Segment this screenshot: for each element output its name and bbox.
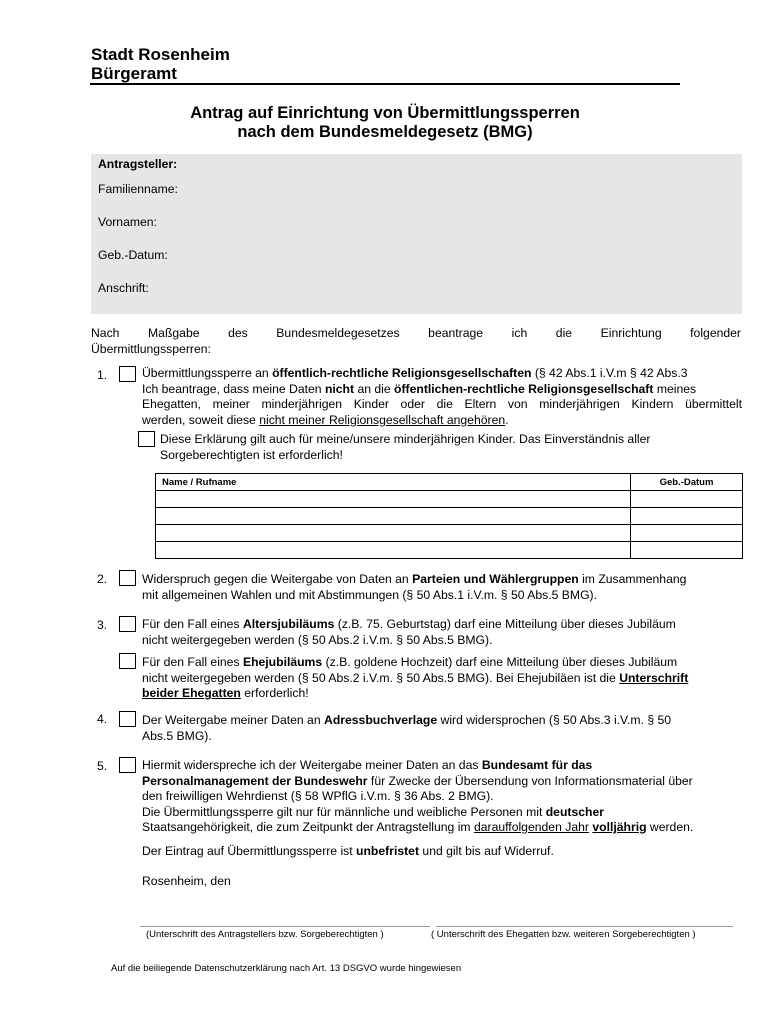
date-cell[interactable] — [631, 542, 743, 559]
item-4-checkbox[interactable] — [119, 711, 136, 727]
intro-word: Einrichtung — [600, 326, 662, 340]
date-cell[interactable] — [631, 491, 743, 508]
item-5-text: Hiermit widerspreche ich der Weitergabe meiner Daten an das Bundesamt für das Personalmanagement der Bundeswehr für Zwecke der Übersendung von Informationsmaterial über den freiwilligen Wehrdienst (§ 58 WPflG i.V.m. § 36 Abs. 2 BMG). Die Übermittlungssperre gilt nur für männliche und weibliche Personen mit deutscher Staatsangehörigkeit, die zum Zeitpunkt der Antragstellung im darauffolgenden Jahr volljährig werden. — [142, 758, 694, 834]
intro-word: beantrage — [428, 326, 484, 340]
name-cell[interactable] — [156, 525, 631, 542]
org-name: Stadt Rosenheim — [91, 45, 230, 64]
item-3b-checkbox[interactable] — [119, 653, 136, 669]
label-geb-datum: Geb.-Datum: — [98, 248, 168, 262]
item-1-text: Übermittlungssperre an öffentlich-rechtliche Religionsgesellschaften (§ 42 Abs.1 i.V.m § 42 Abs.3 Ich beantrage, dass meine Daten nicht an die öffentlichen-rechtliche Religionsgesellschaft meines Ehegatten, meiner minderjährigen Kinder oder die Eltern von minderjährigen Kindern übermittelt werden, soweit diese nicht meiner Religionsgesellschaft angehören. — [142, 366, 742, 427]
item-5-number: 5. — [97, 759, 108, 773]
children-table — [155, 473, 743, 559]
name-cell[interactable] — [156, 508, 631, 525]
item-1-children-checkbox[interactable] — [138, 431, 155, 447]
signature-caption-spouse: ( Unterschrift des Ehegatten bzw. weiteren Sorgeberechtigten ) — [431, 929, 696, 940]
item-2-checkbox[interactable] — [119, 570, 136, 586]
anschrift-field[interactable] — [194, 275, 742, 311]
item-3a-text: Für den Fall eines Altersjubiläums (z.B. 75. Geburtstag) darf eine Mitteilung über dieses Jubiläum nicht weitergegeben werden (§ 50 Abs.2 i.V.m. § 50 Abs.5 BMG). — [142, 617, 676, 647]
intro-word: die — [555, 326, 573, 340]
signature-caption-applicant: (Unterschrift des Antragstellers bzw. Sorgeberechtigten ) — [146, 929, 384, 940]
intro-line1 — [91, 326, 741, 342]
name-cell[interactable] — [156, 542, 631, 559]
date-cell[interactable] — [631, 525, 743, 542]
item-3b-text: Für den Fall eines Ehejubiläums (z.B. goldene Hochzeit) darf eine Mitteilung über dieses Jubiläum nicht weitergegeben werden (§ 50 Abs.2 i.V.m. § 50 Abs.5 BMG). Bei Ehejubiläen ist die Unterschrift beider Ehegatten erforderlich! — [142, 655, 689, 700]
label-vornamen: Vornamen: — [98, 215, 157, 229]
item-1-children-text: Diese Erklärung gilt auch für meine/unsere minderjährigen Kinder. Das Einverständnis aller Sorgeberechtigten ist erforderlich! — [160, 432, 651, 462]
intro-word: Nach — [91, 326, 120, 340]
geb-datum-field[interactable] — [194, 242, 742, 272]
date-cell[interactable] — [631, 508, 743, 525]
header-rule — [90, 83, 680, 85]
intro-word: Maßgabe — [148, 326, 200, 340]
col-name-rufname: Name / Rufname — [156, 474, 631, 491]
applicant-section — [91, 154, 742, 314]
label-anschrift: Anschrift: — [98, 281, 149, 295]
validity-note: Der Eintrag auf Übermittlungssperre ist unbefristet und gilt bis auf Widerruf. — [142, 844, 554, 858]
item-5-checkbox[interactable] — [119, 757, 136, 773]
familienname-field[interactable] — [194, 176, 742, 206]
label-familienname: Familienname: — [98, 182, 178, 196]
table-row — [156, 542, 743, 559]
item-1-checkbox[interactable] — [119, 366, 136, 382]
vornamen-field[interactable] — [194, 209, 742, 239]
applicant-heading: Antragsteller: — [98, 157, 178, 171]
item-2-text: Widerspruch gegen die Weitergabe von Daten an Parteien und Wählergruppen im Zusammenhang mit allgemeinen Wahlen und mit Abstimmungen (§ 50 Abs.1 i.V.m. § 50 Abs.5 BMG). — [142, 572, 687, 602]
intro-word: folgender — [690, 326, 741, 340]
item-4-number: 4. — [97, 712, 108, 726]
org-department: Bürgeramt — [91, 64, 177, 83]
intro-word: ich — [511, 326, 528, 340]
intro-word: Bundesmeldegesetzes — [276, 326, 400, 340]
intro-word: des — [228, 326, 248, 340]
item-4-text: Der Weitergabe meiner Daten an Adressbuchverlage wird widersprochen (§ 50 Abs.3 i.V.m. § 50 Abs.5 BMG). — [142, 713, 672, 743]
item-2-number: 2. — [97, 572, 108, 586]
privacy-note: Auf die beiliegende Datenschutzerklärung nach Art. 13 DSGVO wurde hingewiesen — [111, 963, 462, 974]
table-row — [156, 508, 743, 525]
intro-line2: Übermittlungssperren: — [91, 342, 211, 356]
signature-line-applicant[interactable] — [140, 926, 430, 927]
item-3a-checkbox[interactable] — [119, 616, 136, 632]
form-title-line1: Antrag auf Einrichtung von Übermittlungssperren — [190, 104, 580, 122]
form-title-line2: nach dem Bundesmeldegesetz (BMG) — [237, 123, 533, 141]
col-geb-datum: Geb.-Datum — [631, 474, 743, 491]
name-cell[interactable] — [156, 491, 631, 508]
place-date: Rosenheim, den — [142, 874, 231, 888]
table-row — [156, 525, 743, 542]
item-3-number: 3. — [97, 618, 108, 632]
signature-line-spouse[interactable] — [436, 926, 733, 927]
item-1-number: 1. — [97, 368, 108, 382]
table-row — [156, 491, 743, 508]
